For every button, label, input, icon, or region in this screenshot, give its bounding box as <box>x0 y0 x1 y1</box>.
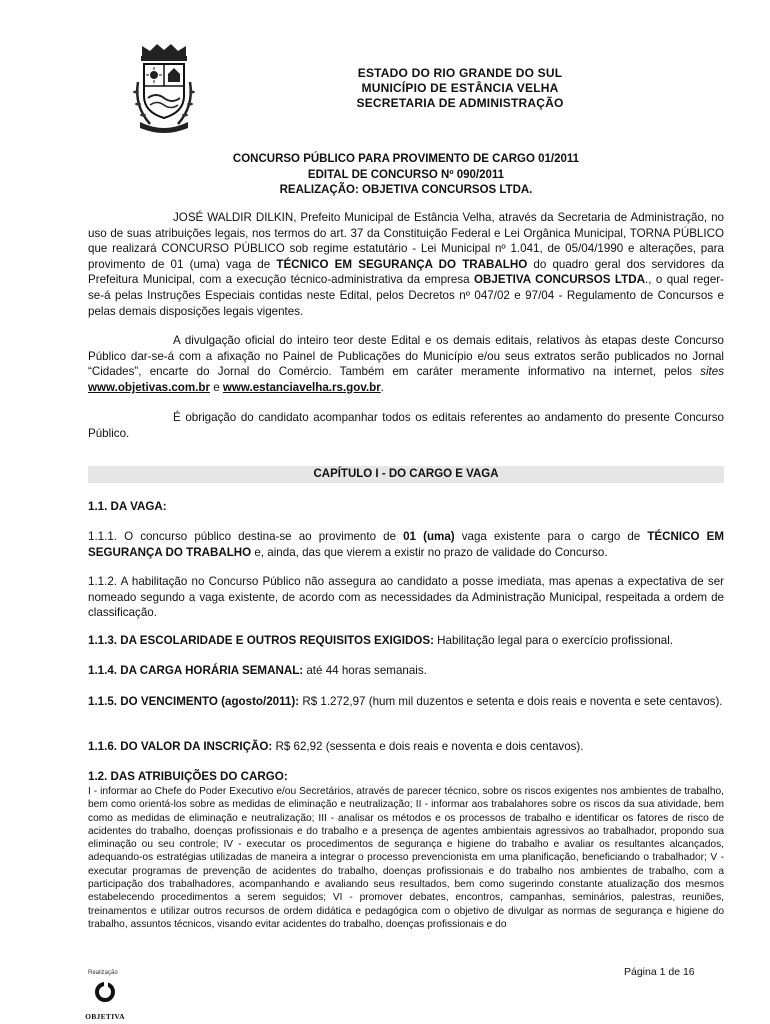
section-1-1-2: 1.1.2. A habilitação no Concurso Público não assegura ao candidato a posse imediata, mas apenas a expectativa de ser nomeado segundo a vaga existente, de acordo com as necessidades da Administração Municipal, respeitada a ordem de classificação. <box>88 575 724 620</box>
edital-title <box>88 152 724 199</box>
estanciavelha-link[interactable]: www.estanciavelha.rs.gov.br <box>222 380 381 394</box>
section-1-1-4: 1.1.4. DA CARGA HORÁRIA SEMANAL: até 44 horas semanais. <box>88 664 427 677</box>
header-state: ESTADO DO RIO GRANDE DO SUL <box>357 66 563 80</box>
title-line-2: EDITAL DE CONCURSO Nº 090/2011 <box>307 168 505 181</box>
section-1-1-5: 1.1.5. DO VENCIMENTO (agosto/2011): R$ 1.272,97 (hum mil duzentos e setenta e dois reais e noventa e sete centavos). <box>88 695 723 708</box>
intro-paragraph-2: A divulgação oficial do inteiro teor deste Edital e os demais editais, relativos às etapas deste Concurso Público dar-se-á com a afixação no Painel de Publicações do Município e/ou seus extratos serão publicados no Jornal “Cidades”, encarte do Jornal do Comércio. Também em caráter meramente informativo na internet, pelos sites www.objetivas.com.br e www.estanciavelha.rs.gov.br. <box>88 334 724 394</box>
objetiva-logo-text: OBJETIVA <box>85 1012 125 1021</box>
municipal-crest-logo <box>130 42 198 134</box>
page-number: Página 1 de 16 <box>624 966 695 978</box>
section-1-2-text: I - informar ao Chefe do Poder Executivo e/ou Secretários, através de parecer técnico, sobre os riscos exigentes nos ambientes de trabalho, bem como orientá-los sobre as medidas de eliminação e neutralização; II - informar aos trabalahores sobre os riscos da sua atividade, bem como as medidas de eliminação e neutralização; III - analisar os métodos e os processos de trabalho e identificar os fatores de risco de acidentes do trabalho, doenças profissionais e do trabalho e a presença de agentes ambientais agressivos ao trabalhador, propondo sua eliminação ou seu controle; IV - executar os procedimentos de segurança e higiene do trabalho e avaliar os resultantes alcançados, adequando-os estratégias utilizadas de maneira a integrar o processo prevencionista em uma planificação, beneficiando o trabalhador; V - executar programas de prevenção de acidentes do trabalho, doenças profissionais e do trabalho nos ambientes de trabalho, com a participação dos trabalhadores, acompanhando e avaliando seus resultados, bem como sugerindo constante atualização dos mesmos estabelecendo procedimentos a serem seguidos; VI - promover debates, encontros, campanhas, seminários, palestras, reuniões, treinamentos e utilizar outros recursos de ordem didática e pedagógica com o objetivo de divulgar as normas de segurança e higiene do trabalho, assuntos técnicos, visando evitar acidentes do trabalho, doenças profissionais e do <box>88 786 724 930</box>
chapter-heading: CAPÍTULO I - DO CARGO E VAGA <box>88 466 724 483</box>
title-line-3: REALIZAÇÃO: OBJETIVA CONCURSOS LTDA. <box>279 184 533 196</box>
section-1-1-title: 1.1. DA VAGA: <box>88 500 167 513</box>
section-1-1-3: 1.1.3. DA ESCOLARIDADE E OUTROS REQUISITOS EXIGIDOS: Habilitação legal para o exercício profissional. <box>88 634 674 647</box>
title-line-1: CONCURSO PÚBLICO PARA PROVIMENTO DE CARGO 01/2011 <box>232 153 580 165</box>
intro-paragraph-1: JOSÉ WALDIR DILKIN, Prefeito Municipal de Estância Velha, através da Secretaria de Administração, no uso de suas atribuições legais, nos termos do art. 37 da Constituição Federal e Lei Orgânica Municipal, TORNA PÚBLICO que realizará CONCURSO PÚBLICO sob regime estatutário - Lei Municipal nº 1.041, de 05/04/1990 e alterações, para provimento de 01 (uma) vaga de TÉCNICO EM SEGURANÇA DO TRABALHO do quadro geral dos servidores da Prefeitura Municipal, com a execução técnico-administrativa da empresa OBJETIVA CONCURSOS LTDA., o qual reger-se-á pelas Instruções Especiais contidas neste Edital, pelos Decretos nº 047/02 e 97/04 - Regulamento de Concursos e pelas demais disposições legais vigentes. <box>88 211 724 318</box>
section-1-1-6: 1.1.6. DO VALOR DA INSCRIÇÃO: R$ 62,92 (sessenta e dois reais e noventa e dois centavos). <box>88 740 584 753</box>
footer-realizacao-label: Realização <box>88 970 118 976</box>
header-municipality: MUNICÍPIO DE ESTÂNCIA VELHA <box>361 81 559 95</box>
objetivas-link[interactable]: www.objetivas.com.br <box>88 380 210 394</box>
document-header <box>330 66 590 111</box>
intro-paragraph-3: É obrigação do candidato acompanhar todos os editais referentes ao andamento do presente Concurso Público. <box>88 411 724 440</box>
section-1-2-title: 1.2. DAS ATRIBUIÇÕES DO CARGO: <box>88 770 288 783</box>
header-secretariat: SECRETARIA DE ADMINISTRAÇÃO <box>356 96 564 110</box>
section-1-1-1: 1.1.1. O concurso público destina-se ao provimento de 01 (uma) vaga existente para o cargo de TÉCNICO EM SEGURANÇA DO TRABALHO e, ainda, das que vierem a existir no prazo de validade do Concurso. <box>88 530 724 559</box>
